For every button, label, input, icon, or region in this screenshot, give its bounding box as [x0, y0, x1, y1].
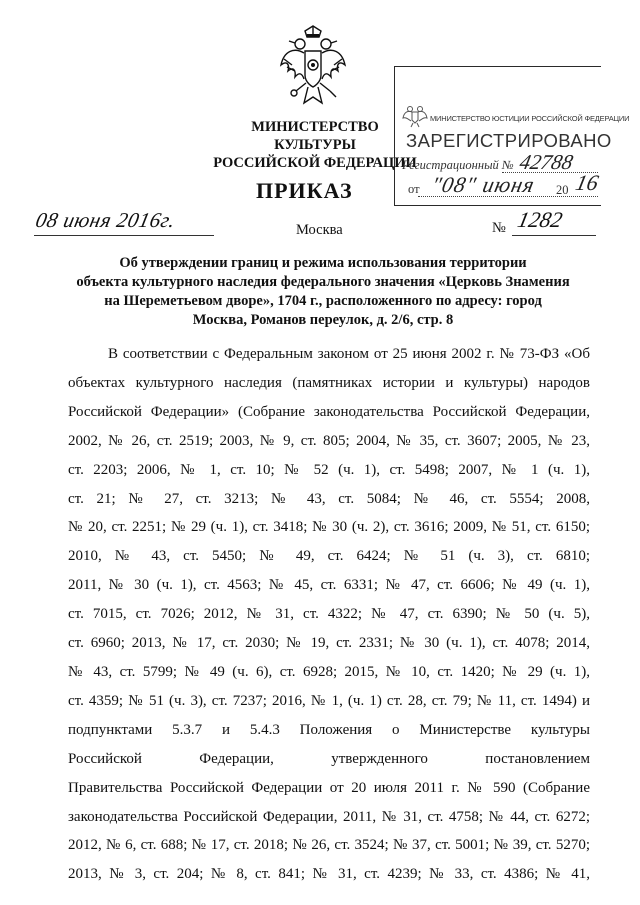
subject-line: Москва, Романов переулок, д. 2/6, стр. 8 — [192, 312, 454, 328]
document-date-line — [34, 235, 214, 236]
body-line: 2012, № 6, ст. 688; № 17, ст. 2018; № 26, ст. 3524; № 37, ст. 5001; № 39, ст. 5270; — [68, 837, 590, 854]
subject-line: на Шереметьевом дворе», 1704 г., расположенного по адресу: город — [104, 293, 542, 309]
stamp-reg-label: Регистрационный № — [402, 158, 514, 172]
body-line: № 43, ст. 5799; № 49 (ч. 6), ст. 6928; 2015, № 10, ст. 1420; № 29 (ч. 1), — [68, 663, 590, 680]
stamp-organization: МИНИСТЕРСТВО ЮСТИЦИИ РОССИЙСКОЙ ФЕДЕРАЦИИ — [430, 114, 630, 123]
stamp-status: ЗАРЕГИСТРИРОВАНО — [406, 130, 612, 151]
body-line: В соответствии с Федеральным законом от 25 июня 2002 г. № 73-ФЗ «Об — [108, 346, 590, 362]
stamp-date-line — [418, 196, 598, 197]
subject-line: Об утверждении границ и режима использования территории — [119, 255, 527, 271]
document-type-title: ПРИКАЗ — [256, 178, 353, 203]
document-number-label: № — [492, 220, 506, 236]
double-headed-eagle-emblem-icon — [278, 25, 348, 113]
ministry-name-line2: РОССИЙСКОЙ ФЕДЕРАЦИИ — [213, 155, 417, 171]
document-number: 1282 — [515, 207, 565, 232]
body-line: № 20, ст. 2251; № 29 (ч. 1), ст. 3418; № 30 (ч. 2), ст. 3616; 2009, № 51, ст. 6150; — [68, 519, 590, 536]
stamp-reg-number: 42788 — [517, 150, 576, 174]
body-line: Российской Федерации, утвержденного постановлением — [68, 750, 590, 767]
body-line: ст. 6960; 2013, № 17, ст. 2030; № 19, ст. 2331; № 30 (ч. 1), ст. 4078; 2014, — [68, 635, 590, 652]
body-line: подпунктами 5.3.7 и 5.4.3 Положения о Министерстве культуры — [68, 721, 590, 738]
document-number-line — [512, 235, 596, 236]
body-line: ст. 7015, ст. 7026; 2012, № 31, ст. 4322; № 47, ст. 6390; № 50 (ч. 5), — [68, 606, 590, 623]
document-body — [68, 340, 590, 889]
stamp-eagle-icon — [402, 104, 428, 128]
body-line: ст. 2203; 2006, № 1, ст. 10; № 52 (ч. 1), ст. 5498; 2007, № 1 (ч. 1), — [68, 461, 590, 478]
document-date: 08 июня 2016г. — [33, 208, 178, 232]
body-line: ст. 4359; № 51 (ч. 3), ст. 7237; 2016, № 1, (ч. 1) ст. 28, ст. 79; № 11, ст. 1494) и — [68, 692, 590, 709]
ministry-name-line1: МИНИСТЕРСТВО КУЛЬТУРЫ — [251, 119, 379, 153]
document-subject — [56, 254, 590, 330]
body-line: 2013, № 3, ст. 204; № 8, ст. 841; № 31, ст. 4239; № 33, ст. 4386; № 41, — [68, 866, 590, 883]
body-line: законодательства Российской Федерации, 2011, № 31, ст. 4758; № 44, ст. 6272; — [68, 808, 590, 825]
body-line: 2010, № 43, ст. 5450; № 49, ст. 6424; № 51 (ч. 3), ст. 6810; — [68, 548, 590, 565]
stamp-year-prefix: 20 — [556, 183, 569, 197]
stamp-from-label: от — [408, 182, 420, 196]
body-line: Правительства Российской Федерации от 20 июля 2011 г. № 590 (Собрание — [68, 779, 590, 796]
subject-line: объекта культурного наследия федерального значения «Церковь Знамения — [76, 274, 570, 290]
stamp-date: "08" июня — [429, 172, 538, 197]
body-line: объектах культурного наследия (памятниках истории и культуры) народов — [68, 374, 590, 391]
document-city: Москва — [296, 222, 343, 238]
stamp-year: 16 — [573, 170, 601, 195]
ministry-name — [210, 118, 420, 172]
body-line: 2011, № 30 (ч. 1), ст. 4563; № 45, ст. 6331; № 47, ст. 6606; № 49 (ч. 1), — [68, 577, 590, 594]
body-line: Российской Федерации» (Собрание законодательства Российской Федерации, — [68, 403, 590, 420]
body-line: 2002, № 26, ст. 2519; 2003, № 9, ст. 805; 2004, № 35, ст. 3607; 2005, № 23, — [68, 432, 590, 449]
body-line: ст. 21; № 27, ст. 3213; № 43, ст. 5084; № 46, ст. 5554; 2008, — [68, 490, 590, 507]
